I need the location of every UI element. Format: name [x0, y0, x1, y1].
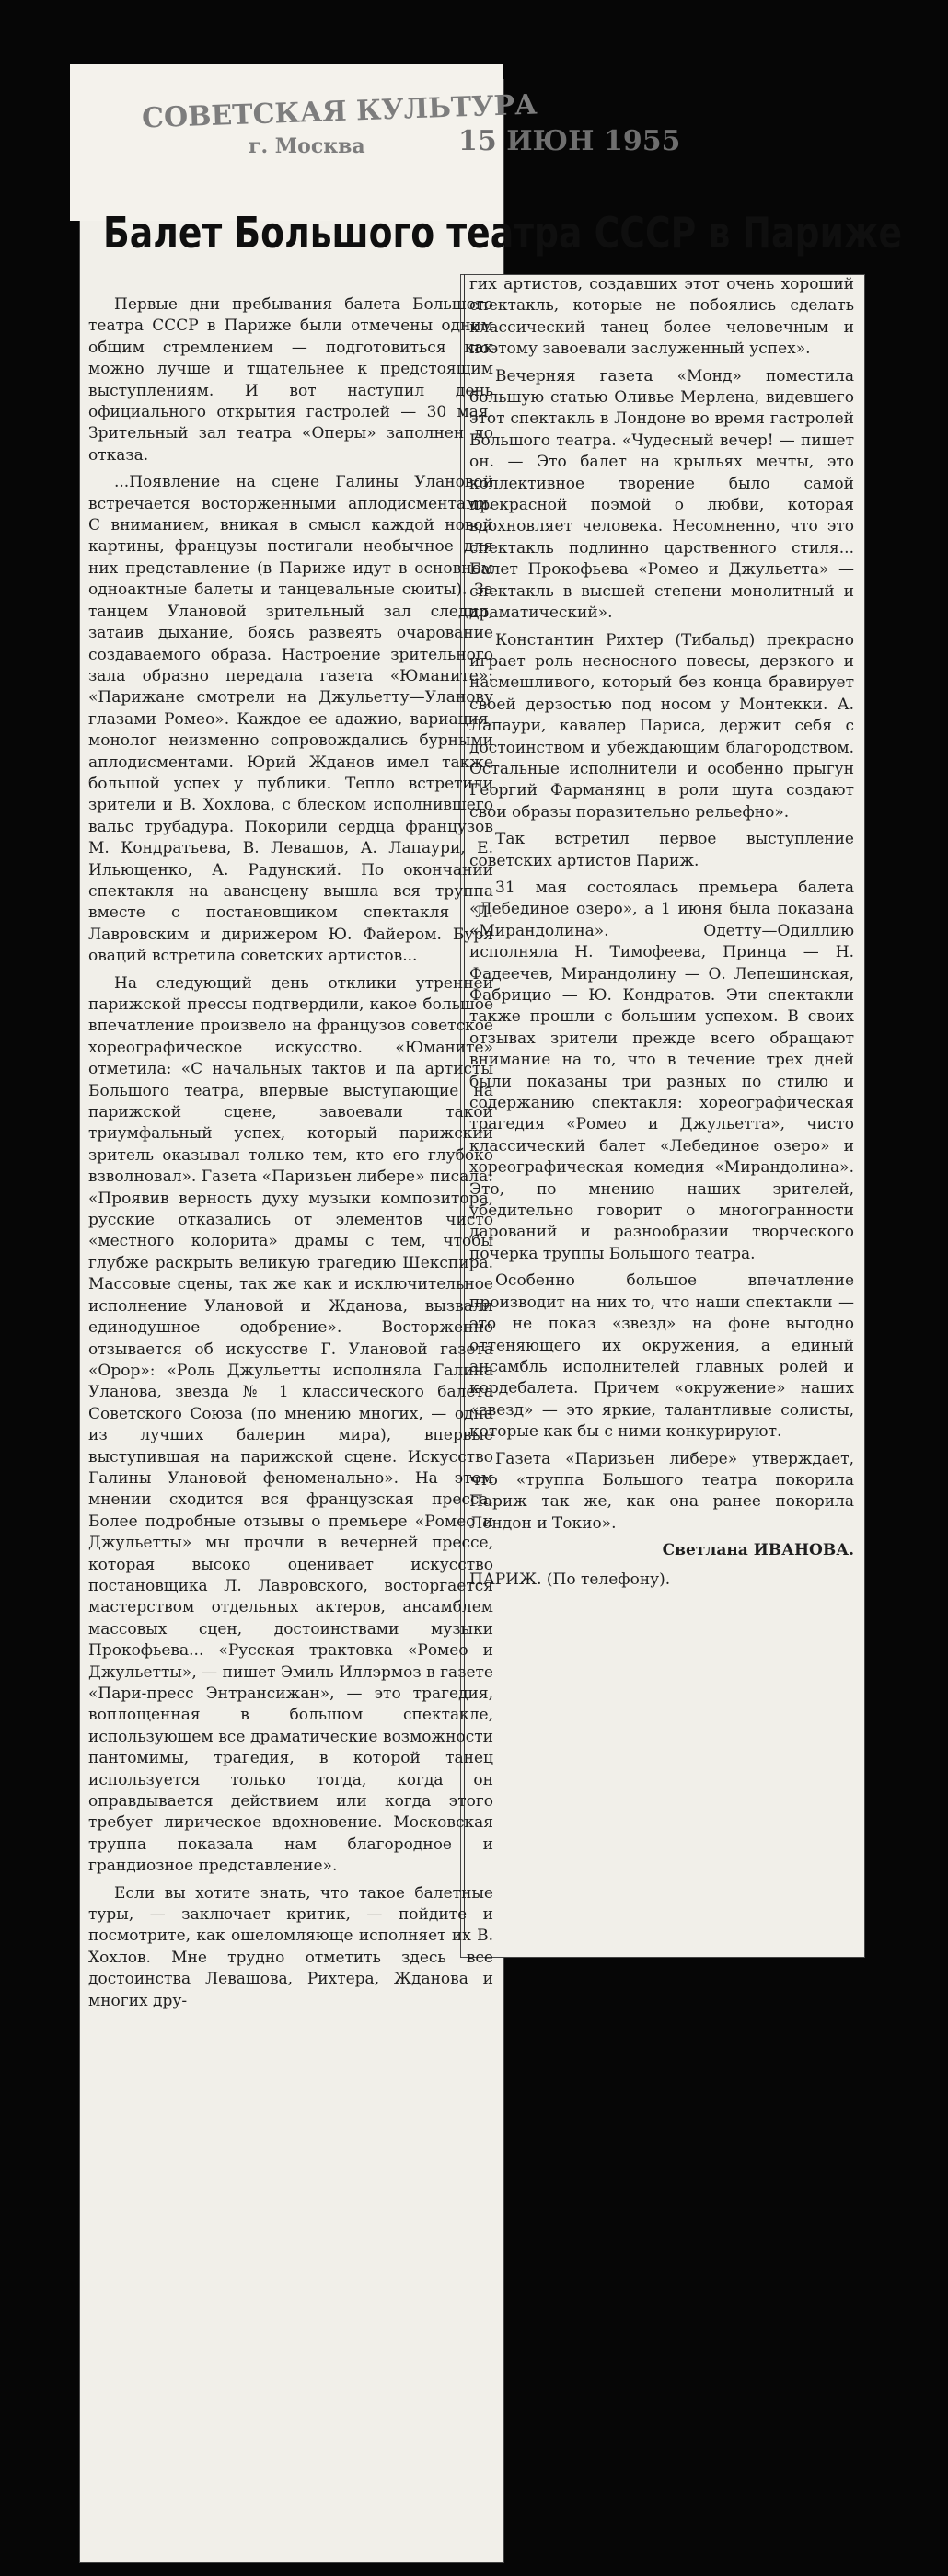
masthead-title: СОВЕТСКАЯ КУЛЬТУРА — [141, 88, 538, 135]
article-column-left — [88, 294, 493, 2018]
paragraph: ...Появление на сцене Галины Улановой встречается восторженными аплодисментами. С вниманием, вникая в смысл каждой новой картины, французы постигали необычное для них представление (в Париже идут в основном одноактные балеты и танцевальные сюиты). За танцем Улановой зрительный зал следил, затаив дыхание, боясь развеять очарование создаваемого образа. Настроение зрительного зала образно передала газета «Юманите»: «Парижане смотрели на Джульетту—Уланову глазами Ромео». Каждое ее адажио, вариация, монолог неизменно сопровождались бурными аплодисментами. Юрий Жданов имел также большой успех у публики. Тепло встретили зрители и В. Хохлова, с блеском исполнившего вальс трубадура. Покорили сердца французов М. Кондратьева, В. Левашов, А. Лапаури, Е. Ильющенко, А. Радунский. По окончании спектакля на авансцену вышла вся труппа вместе с постановщиком спектакля Л. Лавровским и дирижером Ю. Файером. Буря оваций встретила советских артистов... — [88, 473, 493, 966]
dateline: ПАРИЖ. (По телефону). — [469, 1570, 671, 1589]
paragraph: гих артистов, создавших этот очень хороший спектакль, которые не побоялись сделать классический танец более человечным и поэтому завоевали заслуженный успех». — [469, 275, 854, 359]
article-headline: Балет Большого театра СССР в Париже — [103, 208, 903, 258]
paragraph: 31 мая состоялась премьера балета «Лебединое озеро», а 1 июня была показана «Мирандолина». Одетту—Одиллию исполняла Н. Тимофеева, Принца — Н. Фадеечев, Мирандолину — О. Лепешинская, Фабрицио — Ю. Кондратов. Эти спектакли также прошли с большим успехом. В своих отзывах зрители прежде всего обращают внимание на то, что в течение трех дней были показаны три разных по стилю и содержанию спектакля: хореографическая трагедия «Ромео и Джульетта», чисто классический балет «Лебединое озеро» и хореографическая комедия «Мирандолина». Это, по мнению наших зрителей, убедительно говорит о многогранности дарований и разнообразии творческого почерка труппы Большого театра. — [469, 878, 854, 1263]
paragraph: Константин Рихтер (Тибальд) прекрасно играет роль несносного повесы, дерзкого и насмешливого, который без конца бравирует своей дерзостью под носом у Монтекки. А. Лапаури, кавалер Париса, держит себя с достоинством и убеждающим благородством. Остальные исполнители и особенно прыгун Георгий Фарманянц в роли шута создают свои образы поразительно рельефно». — [469, 630, 854, 822]
paragraph: Так встретил первое выступление советских артистов Париж. — [469, 830, 854, 870]
date-stamp: 15 ИЮН 1955 — [458, 125, 681, 157]
paragraph: Первые дни пребывания балета Большого театра СССР в Париже были отмечены одним общим стремлением — подготовиться как можно лучше и тщательнее к предстоящим выступлениям. И вот наступил день официального открытия гастролей — 30 мая. Зрительный зал театра «Оперы» заполнен до отказа. — [88, 295, 493, 465]
paragraph: Газета «Паризьен либере» утверждает, что «труппа Большого театра покорила Париж так же, как она ранее покорила Лондон и Токио». — [469, 1449, 854, 1533]
author-byline: Светлана ИВАНОВА. — [662, 1541, 854, 1560]
paragraph: Если вы хотите знать, что такое балетные туры, — заключает критик, — пойдите и посмотрите, как ошеломляюще исполняет их В. Хохлов. Мне трудно отметить здесь все достоинства Левашова, Рихтера, Жданова и многих дру- — [88, 1883, 493, 2010]
paragraph: Особенно большое впечатление производит на них то, что наши спектакли — это не показ «звезд» на фоне выгодно оттеняющего их окружения, а единый ансамбль исполнителей главных ролей и кордебалета. Причем «окружение» наших «звезд» — это яркие, талантливые солисты, которые как бы с ними конкурируют. — [469, 1271, 854, 1442]
masthead-city: г. Москва — [249, 134, 365, 158]
paragraph: На следующий день отклики утренней парижской прессы подтвердили, какое большое впечатление произвело на французов советское хореографическое искусство. «Юманите» отметила: «С начальных тактов и па артисты Большого театра, впервые выступающие на парижской сцене, завоевали такой триумфальный успех, который парижский зритель оказывал только тем, кто его глубоко взволновал». Газета «Паризьен либере» писала: «Проявив верность духу музыки композитора, русские отказались от элементов чисто «местного колорита» драмы с тем, чтобы глубже раскрыть великую трагедию Шекспира. Массовые сцены, так же как и исключительное исполнение Улановой и Жданова, вызвали единодушное одобрение». Восторженно отзывается об искусстве Г. Улановой газета «Орор»: «Роль Джульетты исполняла Галина Уланова, звезда № 1 классического балета Советского Союза (по мнению многих, — одна из лучших балерин мира), впервые выступившая на парижской сцене. Искусство Галины Улановой феноменально». На этом мнении сходится вся французская пресса. Более подробные отзывы о премьере «Ромео и Джульетты» мы прочли в вечерней прессе, которая высоко оценивает искусство постановщика Л. Лавровского, восторгается мастерством отдельных актеров, ансамблем массовых сцен, достоинствами музыки Прокофьева... «Русская трактовка «Ромео и Джульетты», — пишет Эмиль Иллэрмоз в газете «Пари-пресс Энтрансижан», — это трагедия, воплощенная в большом спектакле, использующем все драматические возможности пантомимы, трагедия, в которой танец используется только тогда, когда он оправдывается действием или когда этого требует лирическое вдохновение. Московская труппа показала нам благородное и грандиозное представление». — [88, 973, 493, 1876]
article-column-right — [469, 274, 854, 1596]
paragraph: Вечерняя газета «Монд» поместила большую статью Оливье Мерлена, видевшего этот спектакль в Лондоне во время гастролей Большого театра. «Чудесный вечер! — пишет он. — Это балет на крыльях мечты, это коллективное творение было самой прекрасной поэмой о любви, которая вдохновляет человека. Несомненно, что это спектакль подлинно царственного стиля... Балет Прокофьева «Ромео и Джульетта» — спектакль в высшей степени монолитный и драматический». — [469, 366, 854, 623]
